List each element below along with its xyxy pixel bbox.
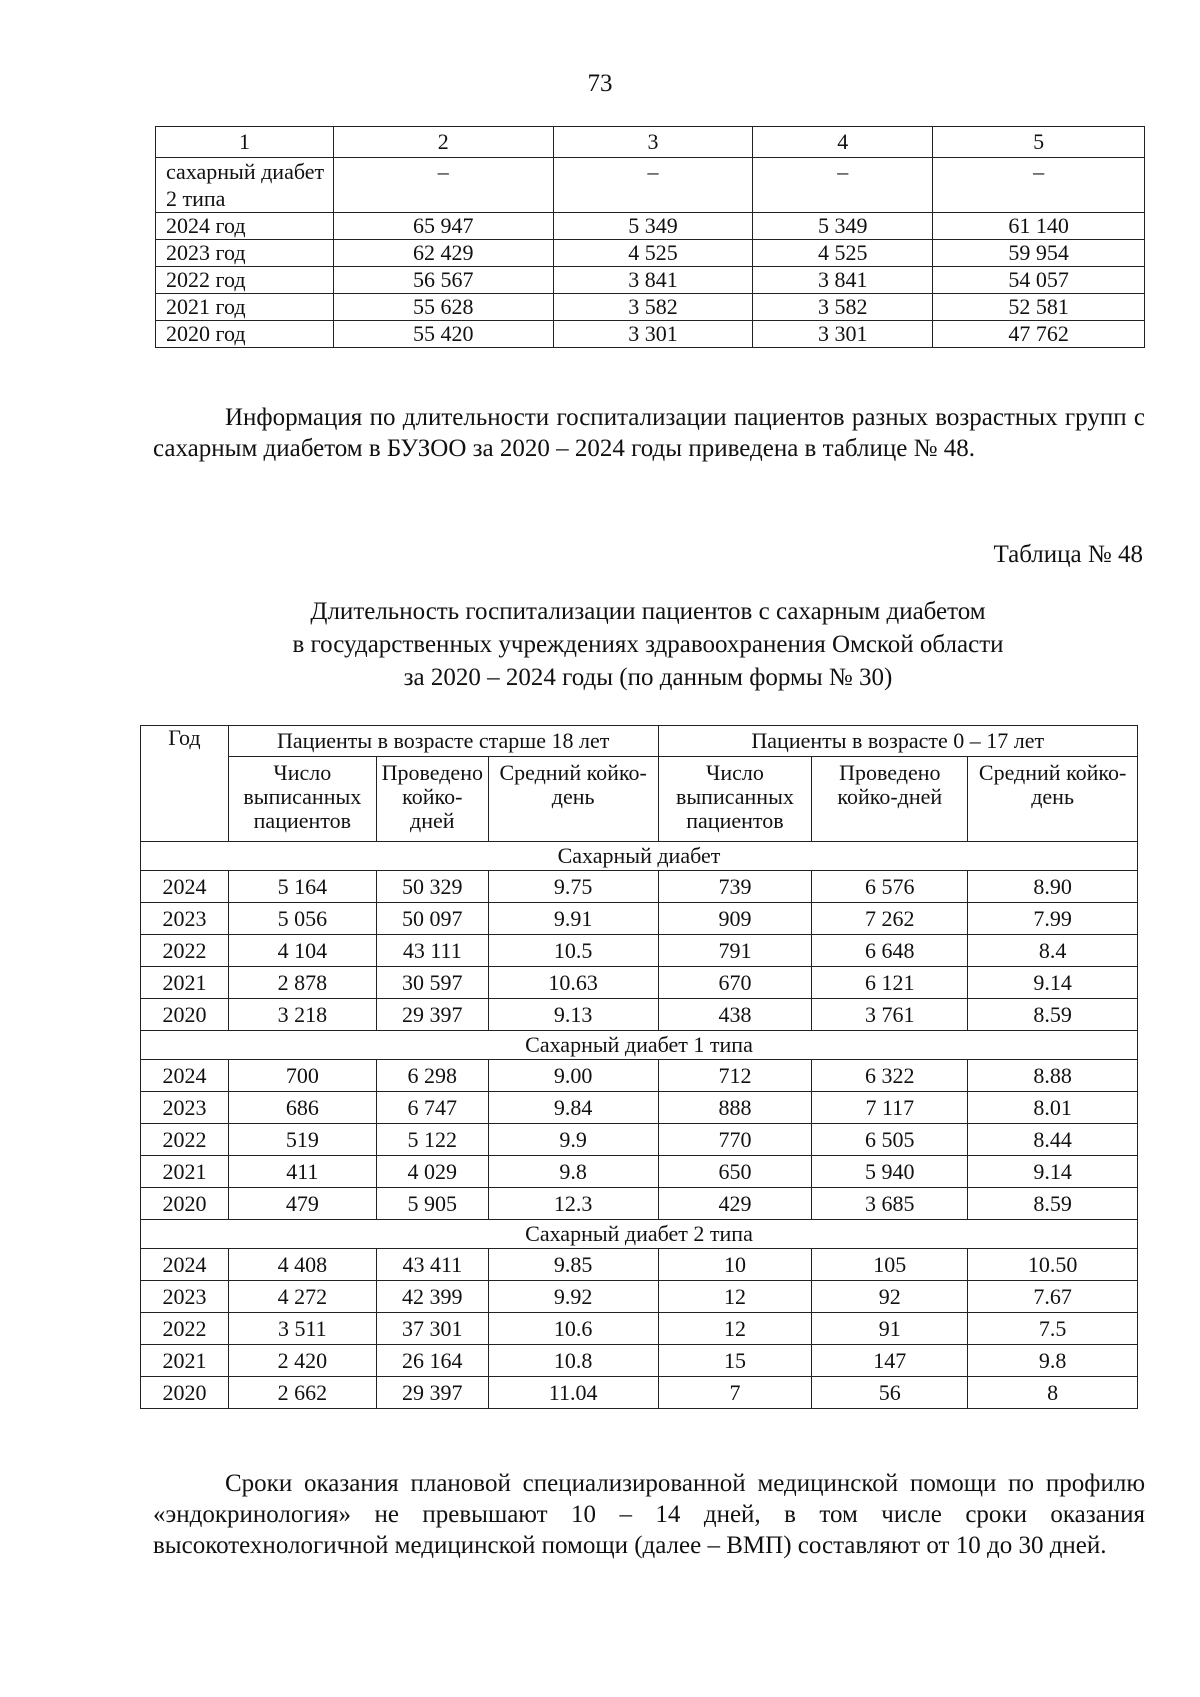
table-cell: 3 301	[553, 321, 753, 348]
header-cell: 4	[753, 127, 933, 158]
table-cell: 3 761	[812, 999, 968, 1031]
header-cell: Средний койко-день	[488, 757, 658, 842]
year-cell: 2024	[141, 1249, 229, 1281]
table-cell: 50 329	[376, 871, 488, 903]
table-cell: 8.44	[968, 1124, 1138, 1156]
section-title: Сахарный диабет 1 типа	[141, 1031, 1138, 1060]
header-cell: Число выписанных пациентов	[658, 757, 812, 842]
table-cell: 8.59	[968, 1188, 1138, 1220]
table-cell: 9.13	[488, 999, 658, 1031]
header-cell: Проведено койко-дней	[812, 757, 968, 842]
table-cell: 10	[658, 1249, 812, 1281]
year-column-header: Год	[141, 726, 229, 842]
section-header-row	[141, 1220, 1138, 1249]
table-cell: 9.8	[968, 1345, 1138, 1377]
table-cell: 7	[658, 1377, 812, 1409]
table-cell: 4 029	[376, 1156, 488, 1188]
table-cell: 8.90	[968, 871, 1138, 903]
table-cell: 8.01	[968, 1092, 1138, 1124]
table-row	[156, 158, 1145, 213]
table-cell: 91	[812, 1313, 968, 1345]
table-cell: 739	[658, 871, 812, 903]
table-row	[156, 267, 1145, 294]
table-cell: 92	[812, 1281, 968, 1313]
table-cell: 15	[658, 1345, 812, 1377]
table-cell: 43 111	[376, 935, 488, 967]
table-cell: 9.91	[488, 903, 658, 935]
row-label: 2023 год	[156, 240, 334, 267]
table-row	[141, 1060, 1138, 1092]
table-cell: 2 878	[228, 967, 376, 999]
table-cell: 10.8	[488, 1345, 658, 1377]
table-cell: 43 411	[376, 1249, 488, 1281]
table-cell: 10.5	[488, 935, 658, 967]
table-cell: 9.84	[488, 1092, 658, 1124]
table-cell: 7 117	[812, 1092, 968, 1124]
table-row	[141, 1188, 1138, 1220]
table-row	[141, 1313, 1138, 1345]
table-cell: 55 628	[333, 294, 553, 321]
table-cell: 7.99	[968, 903, 1138, 935]
table-cell: 519	[228, 1124, 376, 1156]
table-cell: 8.59	[968, 999, 1138, 1031]
table-cell: 3 685	[812, 1188, 968, 1220]
table-cell: 438	[658, 999, 812, 1031]
table-cell: 7.67	[968, 1281, 1138, 1313]
year-cell: 2022	[141, 1313, 229, 1345]
table-cell: 55 420	[333, 321, 553, 348]
table-row	[141, 1092, 1138, 1124]
year-cell: 2022	[141, 935, 229, 967]
hospitalization-table	[140, 725, 1138, 1409]
header-cell: 5	[933, 127, 1145, 158]
table-cell: 3 301	[753, 321, 933, 348]
table-row	[141, 1377, 1138, 1409]
table-row	[141, 1156, 1138, 1188]
table-cell: 5 905	[376, 1188, 488, 1220]
header-cell: Число выписанных пациентов	[228, 757, 376, 842]
year-cell: 2020	[141, 999, 229, 1031]
table-row	[141, 903, 1138, 935]
year-cell: 2021	[141, 1345, 229, 1377]
table-cell: 10.6	[488, 1313, 658, 1345]
table-cell: 54 057	[933, 267, 1145, 294]
section-title: Сахарный диабет 2 типа	[141, 1220, 1138, 1249]
table-cell: 9.85	[488, 1249, 658, 1281]
table-cell: 3 841	[753, 267, 933, 294]
table-cell: 3 841	[553, 267, 753, 294]
table-cell: –	[553, 158, 753, 213]
row-label: 2024 год	[156, 213, 334, 240]
section-header-row	[141, 842, 1138, 871]
table-cell: 4 104	[228, 935, 376, 967]
table-cell: 8	[968, 1377, 1138, 1409]
table-cell: 9.9	[488, 1124, 658, 1156]
table-cell: 11.04	[488, 1377, 658, 1409]
table-row	[156, 240, 1145, 267]
table-cell: 5 940	[812, 1156, 968, 1188]
table-cell: 9.8	[488, 1156, 658, 1188]
year-cell: 2020	[141, 1377, 229, 1409]
table-cell: 9.14	[968, 1156, 1138, 1188]
row-label: 2020 год	[156, 321, 334, 348]
table-row	[141, 999, 1138, 1031]
table-cell: 6 576	[812, 871, 968, 903]
table-cell: 429	[658, 1188, 812, 1220]
table-cell: 30 597	[376, 967, 488, 999]
table-cell: 7 262	[812, 903, 968, 935]
year-cell: 2021	[141, 967, 229, 999]
table-row	[141, 1345, 1138, 1377]
table-cell: 479	[228, 1188, 376, 1220]
page-number: 73	[587, 70, 613, 97]
table-cell: 37 301	[376, 1313, 488, 1345]
row-label: сахарный диабет 2 типа	[156, 158, 334, 213]
year-cell: 2023	[141, 1281, 229, 1313]
table-sub-header	[141, 757, 1138, 842]
previous-table	[155, 126, 1145, 348]
table-cell: 770	[658, 1124, 812, 1156]
table-cell: 3 582	[553, 294, 753, 321]
table-title	[153, 595, 1143, 694]
table-cell: 6 505	[812, 1124, 968, 1156]
table-cell: 9.14	[968, 967, 1138, 999]
table-cell: 909	[658, 903, 812, 935]
child-group-header: Пациенты в возрасте 0 – 17 лет	[658, 726, 1138, 757]
table-cell: 888	[658, 1092, 812, 1124]
table-cell: 5 056	[228, 903, 376, 935]
table-cell: 6 322	[812, 1060, 968, 1092]
table-cell: 712	[658, 1060, 812, 1092]
previous-table-header	[156, 127, 1145, 158]
section-title: Сахарный диабет	[141, 842, 1138, 871]
table-cell: 5 349	[753, 213, 933, 240]
table-row	[141, 1249, 1138, 1281]
table-cell: 5 349	[553, 213, 753, 240]
table-cell: 6 298	[376, 1060, 488, 1092]
table-row	[156, 321, 1145, 348]
table-cell: 10.63	[488, 967, 658, 999]
table-cell: 4 525	[553, 240, 753, 267]
table-row	[141, 935, 1138, 967]
table-title-line: за 2020 – 2024 годы (по данным формы № 30)	[403, 664, 893, 691]
table-row	[141, 1281, 1138, 1313]
section-header-row	[141, 1031, 1138, 1060]
table-cell: 5 122	[376, 1124, 488, 1156]
table-cell: 29 397	[376, 999, 488, 1031]
table-cell: 2 662	[228, 1377, 376, 1409]
table-row	[141, 1124, 1138, 1156]
table-cell: 9.92	[488, 1281, 658, 1313]
table-cell: 3 582	[753, 294, 933, 321]
table-cell: 791	[658, 935, 812, 967]
table-cell: 12	[658, 1313, 812, 1345]
header-cell: 3	[553, 127, 753, 158]
table-cell: 650	[658, 1156, 812, 1188]
table-cell: 670	[658, 967, 812, 999]
table-cell: 105	[812, 1249, 968, 1281]
table-row	[141, 967, 1138, 999]
table-cell: 26 164	[376, 1345, 488, 1377]
closing-paragraph: Сроки оказания плановой специализированной медицинской помощи по профилю «эндокринология» не превышают 10 – 14 дней, в том числе сроки оказания высокотехнологичной медицинской помощи (далее – ВМП) составляют от 10 до 30 дней.	[153, 1470, 1145, 1559]
year-cell: 2021	[141, 1156, 229, 1188]
header-cell: Проведено койко-дней	[376, 757, 488, 842]
table-cell: 12.3	[488, 1188, 658, 1220]
table-cell: 56	[812, 1377, 968, 1409]
table-cell: 5 164	[228, 871, 376, 903]
table-cell: 29 397	[376, 1377, 488, 1409]
table-group-header	[141, 726, 1138, 757]
table-cell: –	[333, 158, 553, 213]
table-cell: 10.50	[968, 1249, 1138, 1281]
table-cell: 8.88	[968, 1060, 1138, 1092]
table-cell: 2 420	[228, 1345, 376, 1377]
table-cell: 61 140	[933, 213, 1145, 240]
table-cell: 3 511	[228, 1313, 376, 1345]
table-cell: –	[933, 158, 1145, 213]
table-cell: 4 272	[228, 1281, 376, 1313]
table-cell: 47 762	[933, 321, 1145, 348]
header-cell: 2	[333, 127, 553, 158]
table-cell: 59 954	[933, 240, 1145, 267]
year-cell: 2024	[141, 1060, 229, 1092]
adult-group-header: Пациенты в возрасте старше 18 лет	[228, 726, 658, 757]
table-cell: 6 648	[812, 935, 968, 967]
row-label: 2022 год	[156, 267, 334, 294]
table-cell: 411	[228, 1156, 376, 1188]
table-cell: –	[753, 158, 933, 213]
table-cell: 9.75	[488, 871, 658, 903]
table-caption: Таблица № 48	[993, 541, 1143, 568]
table-cell: 42 399	[376, 1281, 488, 1313]
table-cell: 8.4	[968, 935, 1138, 967]
year-cell: 2023	[141, 903, 229, 935]
table-row	[141, 871, 1138, 903]
table-cell: 52 581	[933, 294, 1145, 321]
year-cell: 2023	[141, 1092, 229, 1124]
intro-paragraph: Информация по длительности госпитализации пациентов разных возрастных групп с сахарным диабетом в БУЗОО за 2020 – 2024 годы приведена в таблице № 48.	[153, 404, 1145, 462]
table-cell: 9.00	[488, 1060, 658, 1092]
table-cell: 12	[658, 1281, 812, 1313]
table-cell: 56 567	[333, 267, 553, 294]
table-cell: 700	[228, 1060, 376, 1092]
table-cell: 65 947	[333, 213, 553, 240]
table-cell: 6 121	[812, 967, 968, 999]
table-cell: 686	[228, 1092, 376, 1124]
table-cell: 3 218	[228, 999, 376, 1031]
row-label: 2021 год	[156, 294, 334, 321]
year-cell: 2020	[141, 1188, 229, 1220]
table-cell: 62 429	[333, 240, 553, 267]
table-cell: 4 525	[753, 240, 933, 267]
table-cell: 4 408	[228, 1249, 376, 1281]
table-cell: 147	[812, 1345, 968, 1377]
table-cell: 50 097	[376, 903, 488, 935]
table-row	[156, 213, 1145, 240]
year-cell: 2024	[141, 871, 229, 903]
table-row	[156, 294, 1145, 321]
header-cell: Средний койко-день	[968, 757, 1138, 842]
table-cell: 7.5	[968, 1313, 1138, 1345]
table-title-line: в государственных учреждениях здравоохранения Омской области	[292, 631, 1004, 658]
header-cell: 1	[156, 127, 334, 158]
table-cell: 6 747	[376, 1092, 488, 1124]
table-title-line: Длительность госпитализации пациентов с сахарным диабетом	[310, 598, 986, 625]
year-cell: 2022	[141, 1124, 229, 1156]
